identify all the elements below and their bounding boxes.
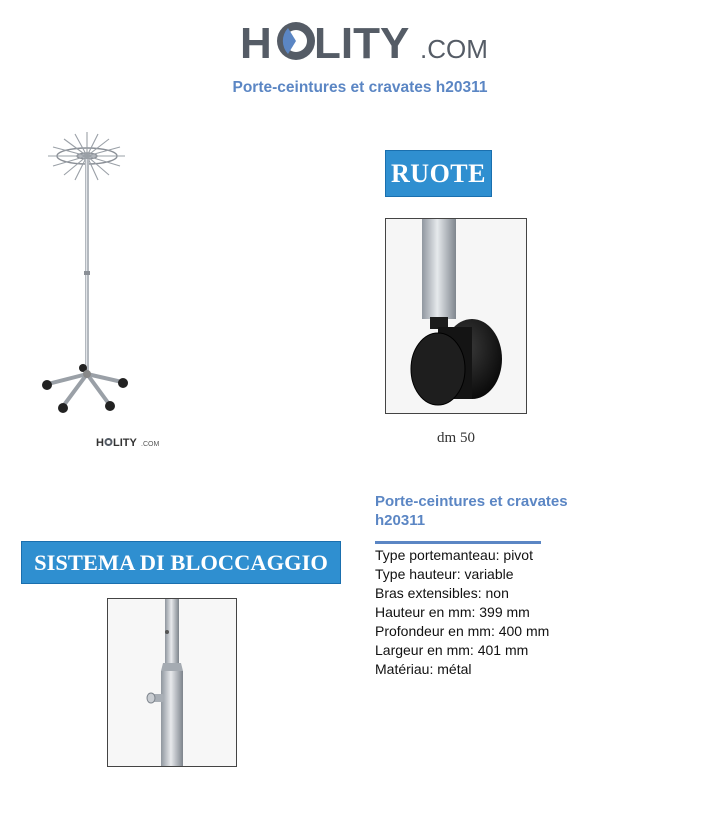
specs-list — [375, 546, 549, 679]
locking-system-banner: SISTEMA DI BLOCCAGGIO — [21, 541, 341, 584]
wheel-size-caption: dm 50 — [437, 430, 475, 446]
lock-knob — [147, 693, 164, 703]
specs-divider — [375, 541, 541, 544]
spec-item: Profondeur en mm: 400 mm — [375, 623, 550, 639]
wheels-banner: RUOTE — [385, 150, 492, 197]
svg-text:H: H — [96, 437, 104, 449]
svg-text:.COM: .COM — [141, 441, 160, 448]
logo-letter-h: H — [240, 19, 272, 66]
logo-letters: LITY — [314, 19, 410, 66]
product-image-logo — [96, 434, 166, 450]
spec-item: Largeur en mm: 401 mm — [375, 642, 529, 658]
specs-heading: Porte-ceintures et cravates h20311 — [375, 493, 568, 529]
spec-item: Bras extensibles: non — [375, 585, 509, 601]
spec-item: Type hauteur: variable — [375, 566, 514, 582]
holity-logo — [240, 14, 490, 66]
spec-item: Matériau: métal — [375, 661, 472, 677]
stand-wheels — [42, 364, 128, 413]
locking-image — [107, 598, 237, 767]
spec-item: Hauteur en mm: 399 mm — [375, 604, 530, 620]
stand-pole — [84, 159, 90, 372]
svg-text:LITY: LITY — [113, 437, 137, 449]
logo-o-mark — [277, 22, 315, 60]
logo-suffix: .COM — [420, 34, 488, 64]
caster-wheel-illustration — [386, 219, 526, 413]
locking-pin-illustration — [108, 599, 236, 766]
spec-item: Type portemanteau: pivot — [375, 547, 533, 563]
wheel-image — [385, 218, 527, 414]
page-title: Porte-ceintures et cravates h20311 — [232, 79, 488, 96]
product-image — [36, 126, 136, 421]
